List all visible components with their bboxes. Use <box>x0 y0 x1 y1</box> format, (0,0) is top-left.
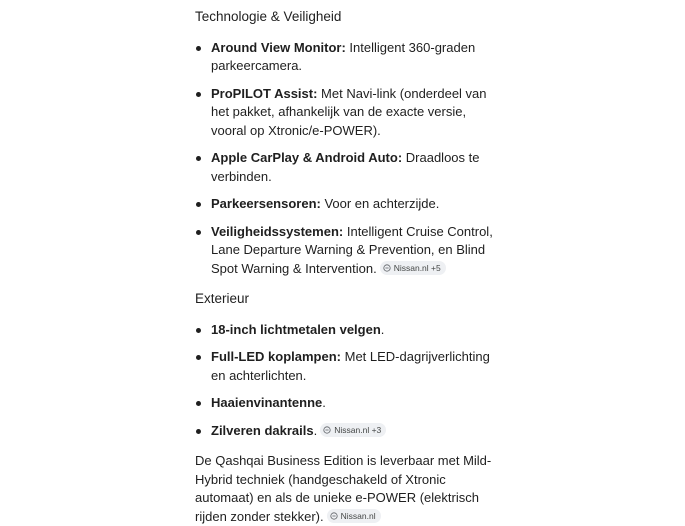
link-icon <box>330 512 338 520</box>
item-text: Intelligent 360-graden parkeercamera. <box>211 39 476 73</box>
list-item <box>195 149 500 186</box>
item-label: Around View Monitor: <box>211 39 346 55</box>
item-text: Draadloos te verbinden. <box>211 150 480 184</box>
item-text: . <box>313 422 318 438</box>
item-text: Met LED-dagrijverlichting en achterlichten. <box>211 349 490 383</box>
item-text: Intelligent Cruise Control, Lane Departure Warning & Prevention, en Blind Spot Warning & Intervention. <box>211 223 493 276</box>
item-text: Voor en achterzijde. <box>320 196 440 211</box>
item-label: Full-LED koplampen: <box>211 349 341 364</box>
technologie-list <box>195 39 500 279</box>
link-icon <box>383 264 391 272</box>
item-text: . <box>322 395 326 410</box>
list-item <box>195 422 500 441</box>
link-icon <box>323 426 331 434</box>
list-item <box>195 39 500 76</box>
list-item <box>195 348 500 385</box>
source-chip[interactable] <box>320 423 386 437</box>
source-chip-label: Nissan.nl +5 <box>393 262 441 273</box>
item-label: ProPILOT Assist: <box>211 85 318 101</box>
item-label: Parkeersensoren: <box>211 196 321 211</box>
item-label: Haaienvinantenne <box>211 395 323 410</box>
section-heading-technologie: Technologie & Veiligheid <box>195 9 342 24</box>
list-item <box>195 195 500 214</box>
source-chip-label: Nissan.nl <box>340 510 376 521</box>
item-label: Apple CarPlay & Android Auto: <box>211 150 403 165</box>
closing-text: De Qashqai Business Edition is leverbaar met Mild-Hybrid techniek (handgeschakeld of Xtronic automaat) en als de unieke e-POWER (elektrisch rijden zonder stekker). <box>195 453 492 524</box>
source-chip[interactable] <box>327 509 381 523</box>
response-content <box>195 0 500 526</box>
list-item <box>195 321 500 340</box>
section-heading-exterieur: Exterieur <box>195 291 250 306</box>
list-item <box>195 223 500 279</box>
item-label: 18-inch lichtmetalen velgen <box>211 321 381 337</box>
list-item <box>195 394 500 413</box>
item-text: Met Navi-link (onderdeel van het pakket, afhankelijk van de exacte versie, vooral op Xtronic/e-POWER). <box>211 85 487 138</box>
exterieur-list <box>195 321 500 441</box>
closing-paragraph <box>195 452 500 526</box>
list-item <box>195 85 500 141</box>
item-label: Zilveren dakrails <box>211 422 314 438</box>
source-chip-label: Nissan.nl +3 <box>334 424 382 435</box>
item-text: . <box>380 321 385 337</box>
item-label: Veiligheidssystemen: <box>211 223 344 239</box>
source-chip[interactable] <box>380 261 446 275</box>
